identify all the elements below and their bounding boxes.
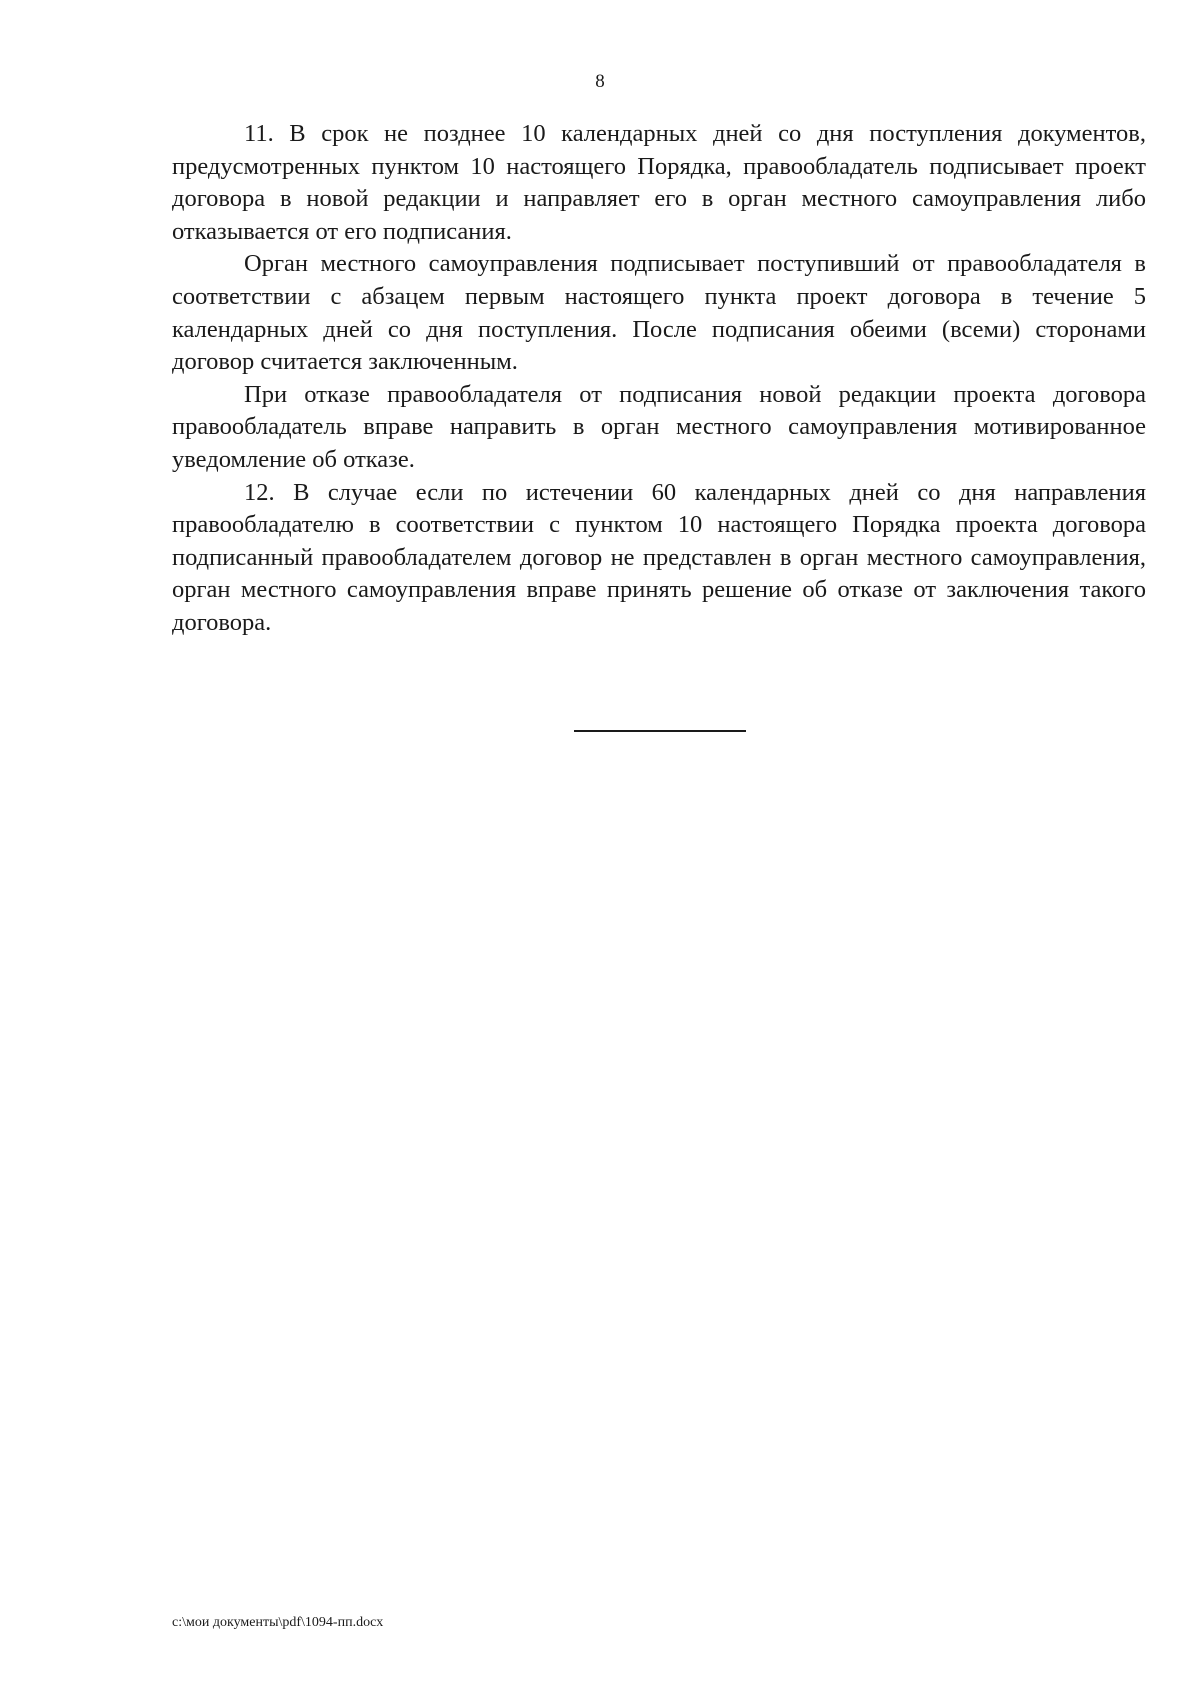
paragraph-11-refusal: При отказе правообладателя от подписания новой редакции проекта договора правообладатель вправе направить в орган местного самоуправления мотивированное уведомление об отказе. [172,380,1146,473]
paragraph-11-body-signing: Орган местного самоуправления подписывает поступивший от правообладателя в соответствии с абзацем первым настоящего пункта проект договора в течение 5 календарных дней со дня поступления. После подписания обеими (всеми) сторонами договор считается заключенным. [172,250,1146,376]
page-number: 8 [595,71,605,92]
end-separator-line [574,730,746,732]
footer-file-path: c:\мои документы\pdf\1094-пп.docx [172,1615,384,1630]
document-body [172,118,1146,640]
paragraph-12: 12. В случае если по истечении 60 календарных дней со дня направления правообладателю в соответствии с пунктом 10 настоящего Порядка проекта договора подписанный правообладателем договор не представлен в орган местного самоуправления, орган местного самоуправления вправе принять решение об отказе от заключения такого договора. [172,478,1146,636]
paragraph-11: 11. В срок не позднее 10 календарных дней со дня поступления документов, предусмотренных пунктом 10 настоящего Порядка, правообладатель подписывает проект договора в новой редакции и направляет его в орган местного самоуправления либо отказывается от его подписания. [172,120,1146,245]
